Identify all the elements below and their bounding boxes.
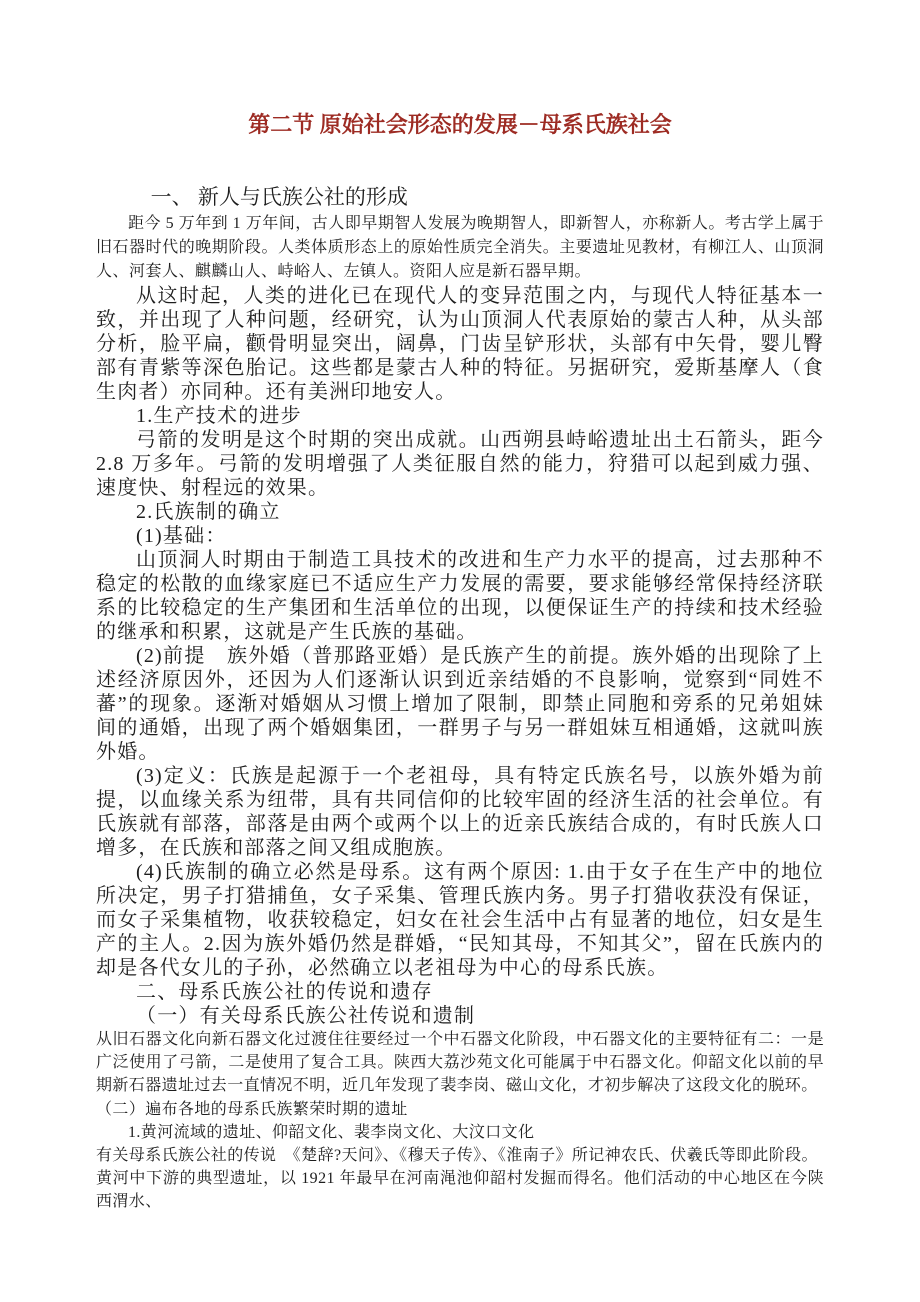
paragraph-human-evolution: 从这时起，人类的进化已在现代人的变异范围之内，与现代人特征基本一致，并出现了人种问题，经研究，认为山顶洞人代表原始的蒙古人种，从头部分析，脸平扁，颧骨明显突出，阔鼻，门齿呈铲形状，头部有中矢骨，婴儿臀部有青紫等深色胎记。这些都是蒙古人种的特征。另据研究，爱斯基摩人（食生肉者）亦同种。还有美洲印地安人。 xyxy=(96,285,824,403)
paragraph-premise-exogamy: (2)前提 族外婚（普那路亚婚）是氏族产生的前提。族外婚的出现除了上述经济原因外，还因为人们逐渐认识到近亲结婚的不良影响，觉察到“同姓不蕃”的现象。逐渐对婚姻从习惯上增加了限制，即禁止同胞和旁系的兄弟姐妹间的通婚，出现了两个婚姻集团，一群男子与另一群姐妹互相通婚，这就叫族外婚。 xyxy=(96,645,824,763)
subsection-1-heading: （一）有关母系氏族公社传说和遗制 xyxy=(136,1005,476,1027)
line-yellow-river-cultures: 1.黄河流域的遗址、仰韶文化、裴李岗文化、大汶口文化 xyxy=(128,1123,535,1141)
doc-title: 第二节 原始社会形态的发展－母系氏族社会 xyxy=(248,112,672,137)
paragraph-matrilineal-reasons: (4)氏族制的确立必然是母系。这有两个原因: 1.由于女子在生产中的地位所决定，男子打猎捕鱼，女子采集、管理氏族内务。男子打猎收获没有保证，而女子采集植物，收获较稳定，妇女在社会生活中占有显著的地位，妇女是生产的主人。2.因为族外婚仍然是群婚，“民知其母，不知其父”，留在氏族内的却是各代女儿的子孙，必然确立以老祖母为中心的母系氏族。 xyxy=(96,861,824,979)
subheading-clan-system: 2.氏族制的确立 xyxy=(136,501,281,523)
section-1-heading: 一、 新人与氏族公社的形成 xyxy=(150,185,408,209)
paragraph-bow-and-arrow: 弓箭的发明是这个时期的突出成就。山西朔县峙峪遗址出土石箭头，距今 2.8 万多年。弓箭的发明增强了人类征服自然的能力，狩猎可以起到威力强、速度快、射程远的效果。 xyxy=(96,429,824,499)
paragraph-mesolithic-culture: 从旧石器文化向新石器文化过渡住往要经过一个中石器文化阶段，中石器文化的主要特征有二：一是广泛使用了弓箭，二是使用了复合工具。陕西大荔沙苑文化可能属于中石器文化。仰韶文化以前的早期新石器遗址过去一直情况不明，近几年发现了裴李岗、磁山文化，才初步解决了这段文化的脱环。 xyxy=(96,1031,824,1095)
paragraph-clan-basis: 山顶洞人时期由于制造工具技术的改进和生产力水平的提高，过去那种不稳定的松散的血缘家庭已不适应生产力发展的需要，要求能够经常保持经济联系的比较稳定的生产集团和生活单位的出现，以便保证生产的持续和技术经验的继承和积累，这就是产生氏族的基础。 xyxy=(96,549,824,643)
paragraph-clan-definition: (3)定义：氏族是起源于一个老祖母，具有特定氏族名号，以族外婚为前提，以血缘关系为纽带，具有共同信仰的比较牢固的经济生活的社会单位。有氏族就有部落，部落是由两个或两个以上的近亲氏族结合成的，有时氏族人口增多，在氏族和部落之间又组成胞族。 xyxy=(96,765,824,859)
section-2-heading: 二、母系氏族公社的传说和遗存 xyxy=(136,981,433,1003)
subsection-2-heading: （二）遍布各地的母系氏族繁荣时期的遗址 xyxy=(96,1100,408,1118)
intro-paragraph: 距今 5 万年到 1 万年间，古人即早期智人发展为晚期智人，即新智人，亦称新人。考古学上属于旧石器时代的晚期阶段。人类体质形态上的原始性质完全消失。主要遗址见教材，有柳江人、山顶洞人、河套人、麒麟山人、峙峪人、左镇人。资阳人应是新石器早期。 xyxy=(96,215,824,280)
subheading-basis: (1)基础： xyxy=(136,525,227,547)
subheading-production-tech: 1.生产技术的进步 xyxy=(136,405,302,427)
paragraph-clan-legends: 有关母系氏族公社的传说 《楚辞?天问》、《穆天子传》、《淮南子》所记神农氏、伏羲氏等即此阶段。 xyxy=(96,1147,818,1165)
paragraph-yangshao-sites: 黄河中下游的典型遗址，以 1921 年最早在河南渑池仰韶村发掘而得名。他们活动的中心地区在今陕西渭水、 xyxy=(96,1170,824,1211)
